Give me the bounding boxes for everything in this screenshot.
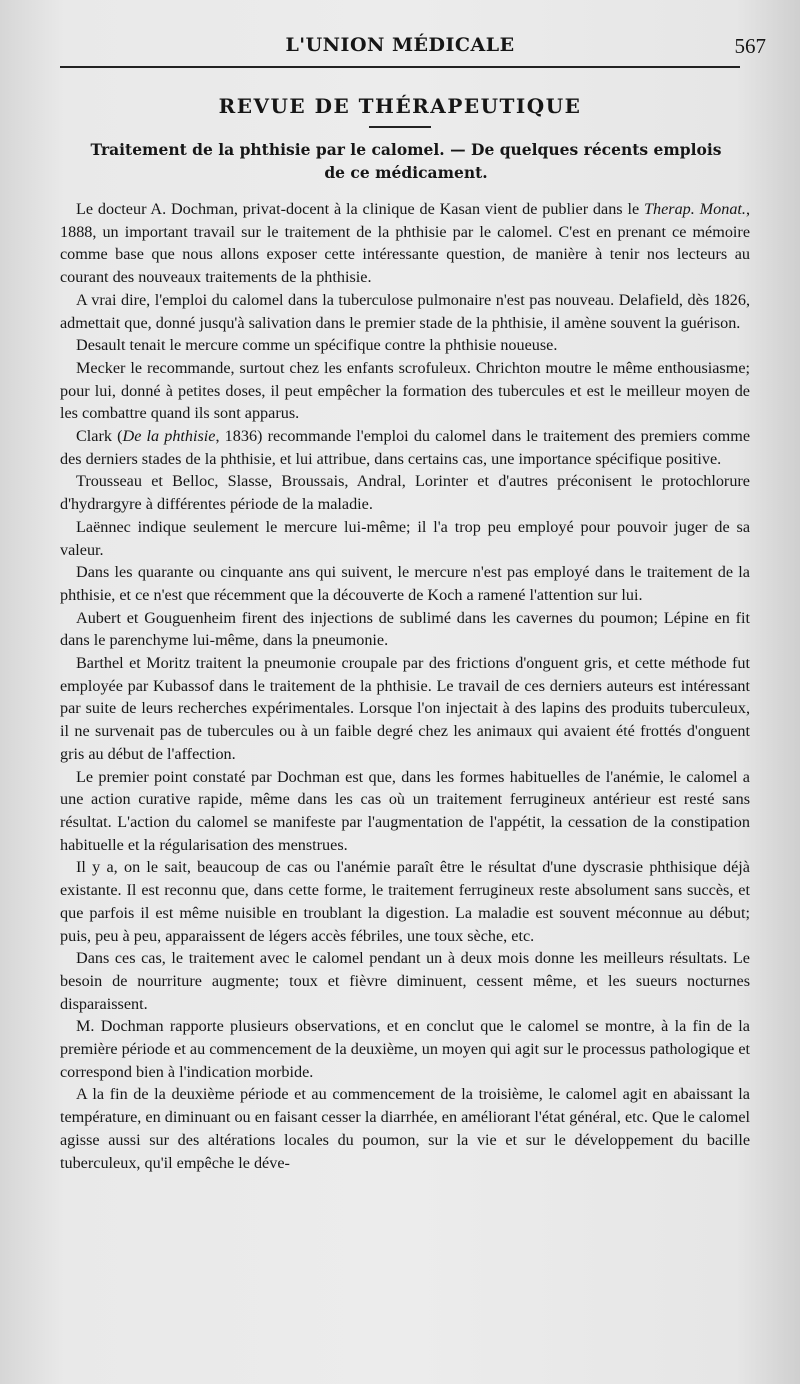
- paragraph: [60, 947, 750, 1015]
- paragraph-text: A la fin de la deuxième période et au commencement de la troisième, le calomel agit en abaissant la température, en diminuant ou en faisant cesser la diarrhée, en améliorant l'état général, etc. Que le calomel agisse aussi sur des altérations locales du poumon, sur la vie et sur le développement du bacille tuberculeux, qu'il empêche le déve-: [60, 1085, 750, 1172]
- journal-title: L'UNION MÉDICALE: [285, 34, 515, 56]
- paragraph-text: Laënnec indique seulement le mercure lui-même; il l'a trop peu employé pour pouvoir juger de sa valeur.: [60, 517, 750, 559]
- paragraph: [60, 856, 750, 947]
- italic-citation: Therap. Monat.: [643, 200, 746, 218]
- paragraph: [60, 766, 750, 857]
- paragraph-text: M. Dochman rapporte plusieurs observations, et en conclut que le calomel se montre, à la fin de la première période et au commencement de la deuxième, un moyen qui agit sur le processus pathologique et correspond bien à l'indication morbide.: [60, 1017, 750, 1081]
- paragraph: [60, 561, 750, 606]
- paragraph-text: Dans les quarante ou cinquante ans qui suivent, le mercure n'est pas employé dans le traitement de la phthisie, et ce n'est que récemment que la découverte de Koch a ramené l'attention sur lui.: [60, 563, 750, 604]
- paragraph: [60, 198, 750, 289]
- paragraph: [60, 289, 750, 334]
- paragraph-text: , 1888, un important travail sur le traitement de la phthisie par le calomel. C'est en prenant ce mémoire comme base que nous allons exposer cette intéressante question, de manière à tenir nos lecteurs au courant des nouveaux traitements de la phthisie.: [60, 200, 750, 287]
- section-heading: REVUE DE THÉRAPEUTIQUE: [218, 94, 582, 118]
- paragraph: [60, 357, 750, 425]
- paragraph: [60, 652, 750, 766]
- paragraph: [60, 334, 750, 357]
- paragraph-text: , 1836) recommande l'emploi du calomel dans le traitement des premiers comme des derniers stades de la phthisie, et lui attribue, dans certains cas, une importance spécifique positive.: [60, 427, 751, 468]
- paragraph-text: Le premier point constaté par Dochman est que, dans les formes habituelles de l'anémie, le calomel a une action curative rapide, même dans les cas où un traitement ferrugineux antérieur est resté sans résultat. L'action du calomel se manifeste par l'augmentation de l'appétit, la cessation de la constipation habituelle et la régularisation des menstrues.: [60, 767, 750, 854]
- paragraph-text: Clark (: [76, 427, 123, 446]
- paragraph: [60, 607, 750, 652]
- paragraph-text: A vrai dire, l'emploi du calomel dans la tuberculose pulmonaire n'est pas nouveau. Delafield, dès 1826, admettait que, donné jusqu'à salivation dans le premier stade de la phthisie, il amène souvent la guérison.: [60, 290, 750, 332]
- paragraph-text: Desault tenait le mercure comme un spécifique contre la phthisie noueuse.: [76, 336, 558, 355]
- paragraph: [60, 425, 750, 470]
- italic-citation: De la phthisie: [122, 427, 216, 446]
- section-divider: [369, 126, 431, 128]
- running-head: [60, 0, 766, 68]
- paragraph-text: Il y a, on le sait, beaucoup de cas ou l'anémie paraît être le résultat d'une dyscrasie phthisique déjà existante. Il est reconnu que, dans cette forme, le traitement ferrugineux reste absolument sans succès, et que parfois il est même nuisible en troublant la digestion. La maladie est souvent méconnue au début; puis, peu à peu, apparaissent de légers accès fébriles, une toux sèche, etc.: [60, 858, 750, 945]
- paragraph-text: Mecker le recommande, surtout chez les enfants scrofuleux. Chrichton moutre le même enthousiasme; pour lui, donné à petites doses, il peut empêcher la formation des tubercules et est le meilleur moyen de les combattre quand ils sont apparus.: [60, 358, 750, 423]
- paragraph: [60, 516, 750, 561]
- paragraph: [60, 1083, 750, 1174]
- article-title: Traitement de la phthisie par le calomel. — De quelques récents emplois de ce médicament.: [90, 140, 722, 182]
- paragraph: [60, 1015, 750, 1083]
- paragraph: [60, 470, 750, 515]
- article-body: [60, 198, 750, 1174]
- paragraph-text: Barthel et Moritz traitent la pneumonie croupale par des frictions d'onguent gris, et cette méthode fut employée par Kubassof dans le traitement de la phthisie. Le travail de ces derniers auteurs est intéressant par suite de leurs recherches expérimentales. Lorsque l'on injectait à des lapins des produits tuberculeux, il ne survenait pas de tubercules ou à un faible degré chez les animaux qui avaient été frottés d'onguent gris au début de l'affection.: [60, 654, 750, 763]
- paragraph-text: Trousseau et Belloc, Slasse, Broussais, Andral, Lorinter et d'autres préconisent le protochlorure d'hydrargyre à différentes période de la maladie.: [60, 472, 750, 514]
- paragraph-text: Aubert et Gouguenheim firent des injections de sublimé dans les cavernes du poumon; Lépine en fit dans le parenchyme lui-même, dans la pneumonie.: [60, 608, 750, 650]
- paragraph-text: Le docteur A. Dochman, privat-docent à la clinique de Kasan vient de publier dans le: [76, 200, 644, 218]
- page-number: 567: [734, 34, 766, 58]
- paragraph-text: Dans ces cas, le traitement avec le calomel pendant un à deux mois donne les meilleurs résultats. Le besoin de nourriture augmente; toux et fièvre diminuent, cessent même, et les sueurs nocturnes disparaissent.: [60, 949, 750, 1013]
